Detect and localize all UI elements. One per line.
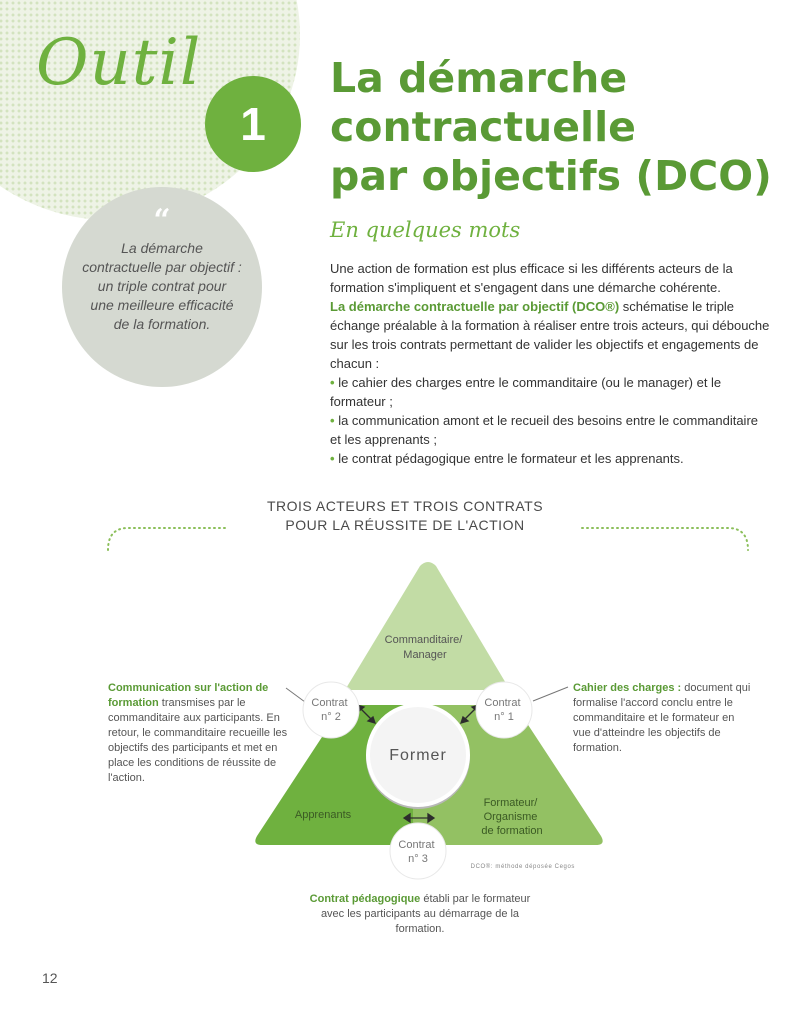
bullet-icon: • xyxy=(330,375,335,390)
center-label: Former xyxy=(389,747,447,764)
bullet-item: • le cahier des charges entre le commanditaire (ou le manager) et le formateur ; xyxy=(330,375,722,409)
title-line: La démarche xyxy=(330,54,628,102)
dco-label: La démarche contractuelle par objectif (DCO®) xyxy=(330,299,620,314)
tool-number-badge: 1 xyxy=(205,76,301,172)
diagram-title: TROIS ACTEURS ET TROIS CONTRATS POUR LA RÉUSSITE DE L'ACTION xyxy=(266,498,544,533)
page-title xyxy=(330,54,790,201)
annotation-left-title: Communication sur l'action de formation xyxy=(108,682,269,709)
quote-line: contractuelle par objectif : xyxy=(82,259,242,275)
bracket-right xyxy=(582,528,748,550)
actor-right: Formateur/ Organisme de formation xyxy=(481,797,543,837)
intro-paragraph: Une action de formation est plus efficace si les différents acteurs de la formation s'impliquent et s'engagent dans une démarche cohérente. xyxy=(330,261,733,295)
bullet-item: • la communication amont et le recueil des besoins entre le commanditaire et les apprenants ; xyxy=(330,413,759,447)
quote-icon: “ xyxy=(153,203,171,238)
bullet-icon: • xyxy=(330,451,335,466)
contract-2-circle xyxy=(303,682,359,738)
quote-line: un triple contrat pour xyxy=(97,278,227,294)
contract-1-label: Contrat n° 1 xyxy=(484,697,521,723)
quote-line: de la formation. xyxy=(113,316,211,332)
title-line: par objectifs (DCO) xyxy=(330,152,772,200)
annotation-left-text: transmises par le commanditaire aux participants. En retour, le commanditaire recueille les objectifs des participants et met en place les conditions de réussite de l'action. xyxy=(108,697,288,784)
contract-2-label: Contrat n° 2 xyxy=(311,697,348,723)
bullet-icon: • xyxy=(330,413,335,428)
annotation-right xyxy=(573,681,755,756)
contract-3-circle xyxy=(390,823,446,879)
annotation-bottom-text: établi par le formateur avec les participants au démarrage de la formation. xyxy=(320,893,531,935)
bracket-left xyxy=(108,528,228,550)
quote-line: une meilleure efficacité xyxy=(90,297,234,313)
dco-paragraph xyxy=(330,297,770,373)
actor-top: Commanditaire/ Manager xyxy=(384,634,463,661)
dco-text: schématise le triple échange préalable à la formation à réaliser entre trois acteurs, qui débouche sur les trois contrats permettant de valider les objectifs et engagements de chacun : xyxy=(330,299,770,371)
section-subhead: En quelques mots xyxy=(330,218,521,242)
leader-right xyxy=(533,687,568,701)
page-number: 12 xyxy=(42,970,58,986)
leader-left xyxy=(286,688,305,702)
annotation-left xyxy=(108,681,288,786)
outil-label: Outil xyxy=(36,26,202,100)
dco-credit: DCO®: méthode déposée Cegos xyxy=(470,864,575,870)
annotation-right-text: document qui formalise l'accord conclu entre le commanditaire et le formateur en vue d'atteindre les objectifs de formation. xyxy=(573,682,751,754)
annotation-bottom xyxy=(300,892,540,937)
title-line: contractuelle xyxy=(330,103,636,151)
contract-3-label: Contrat n° 3 xyxy=(398,839,435,865)
body-text xyxy=(330,259,770,468)
annotation-right-title: Cahier des charges : xyxy=(573,682,682,694)
quote-text xyxy=(74,239,250,334)
triangle-top xyxy=(345,562,510,690)
quote-line: La démarche xyxy=(121,240,203,256)
bullet-item: • le contrat pédagogique entre le formateur et les apprenants. xyxy=(330,451,684,466)
actor-left: Apprenants xyxy=(294,809,352,821)
annotation-bottom-title: Contrat pédagogique xyxy=(309,893,421,905)
quote-circle xyxy=(62,187,262,387)
contract-1-circle xyxy=(476,682,532,738)
